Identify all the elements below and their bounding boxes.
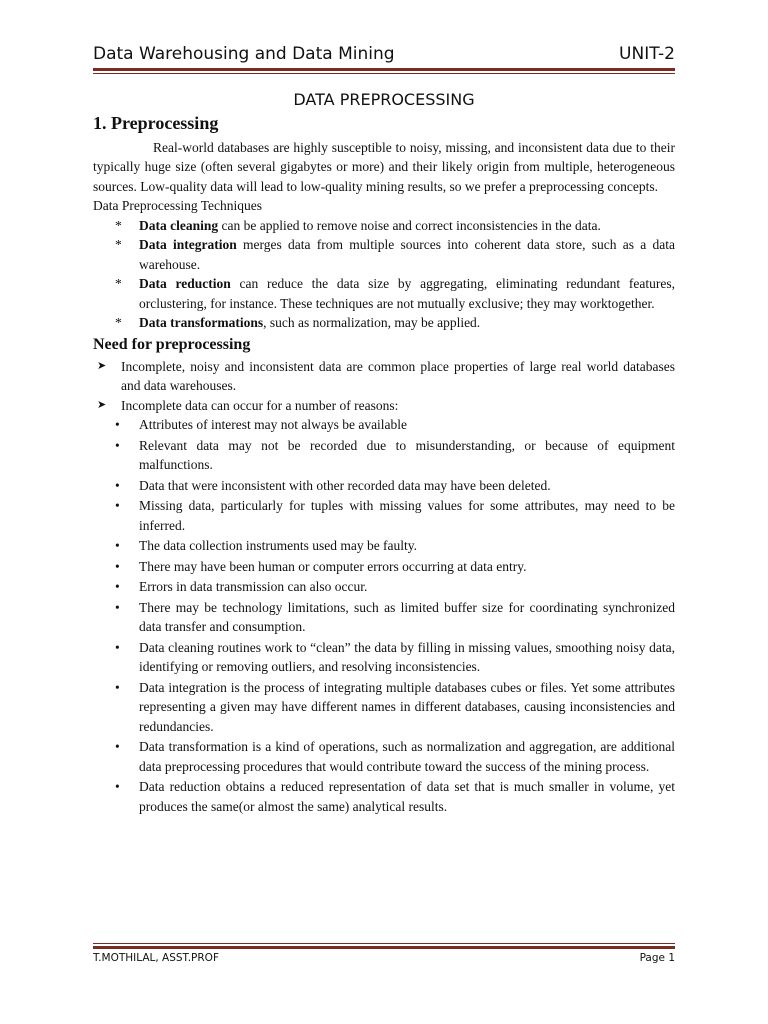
header-divider (93, 68, 675, 71)
bullet-icon: • (115, 679, 120, 695)
list-item (115, 274, 675, 313)
bullet-icon: • (115, 417, 120, 432)
technique-description: can be applied to remove noise and correct inconsistencies in the data. (218, 217, 601, 233)
technique-term: Data transformations (139, 315, 264, 330)
arrow-bullet-icon: ➤ (97, 398, 107, 411)
list-item (115, 235, 675, 274)
list-item (115, 313, 675, 333)
asterisk-marker: * (115, 237, 122, 252)
list-item-text: Data cleaning routines work to “clean” the data by filling in missing values, smoothing noisy data, identifying or removing outliers, and resolving inconsistencies. (139, 639, 675, 674)
page-body (93, 86, 675, 817)
list-item (115, 436, 675, 475)
list-item (115, 557, 675, 577)
page-header (93, 44, 675, 68)
technique-description: , such as normalization, may be applied. (263, 315, 481, 330)
list-item (115, 577, 675, 597)
techniques-label: Data Preprocessing Techniques (93, 198, 263, 213)
arrow-bullet-icon: ➤ (97, 359, 107, 372)
list-item-text: Data that were inconsistent with other recorded data may have been deleted. (139, 477, 551, 493)
list-item (115, 737, 675, 776)
technique-term: Data integration (139, 237, 237, 252)
bullet-icon: • (115, 498, 120, 513)
section-heading-preprocessing: 1. Preprocessing (93, 112, 219, 133)
list-item (115, 536, 675, 556)
list-item-text: Incomplete data can occur for a number of reasons: (121, 397, 399, 413)
bullet-icon: • (115, 779, 120, 794)
asterisk-marker: * (115, 315, 122, 330)
techniques-list (115, 216, 675, 333)
bullet-icon: • (115, 477, 120, 493)
bullet-icon: • (115, 739, 120, 754)
technique-description: can reduce the data size by aggregating, eliminating redundant features, orclustering, for instance. These techniques are not mutually exclusive; they may worktogether. (139, 276, 675, 311)
reasons-arrow-list (97, 357, 675, 416)
header-divider-thin (93, 73, 675, 74)
asterisk-marker: * (115, 217, 122, 233)
list-item (115, 415, 675, 435)
list-item (115, 216, 675, 236)
bullet-icon: • (115, 579, 120, 594)
list-item (97, 357, 675, 396)
list-item-text: Missing data, particularly for tuples with missing values for some attributes, may need to be inferred. (139, 498, 675, 533)
list-item (115, 638, 675, 677)
list-item-text: Data reduction obtains a reduced representation of data set that is much smaller in volume, yet produces the same(or almost the same) analytical results. (139, 779, 675, 814)
header-unit: UNIT-2 (619, 44, 675, 64)
technique-term: Data reduction (139, 276, 231, 291)
bullet-icon: • (115, 639, 120, 655)
reasons-bullet-list (115, 415, 675, 816)
list-item (97, 396, 675, 416)
bullet-icon: • (115, 538, 120, 553)
list-item-text: Data transformation is a kind of operations, such as normalization and aggregation, are additional data preprocessing procedures that would contribute toward the success of the mining process. (139, 739, 675, 774)
list-item-text: Errors in data transmission can also occur. (139, 579, 368, 594)
technique-description: merges data from multiple sources into coherent data store, such as a data warehouse. (139, 237, 675, 272)
list-item-text: The data collection instruments used may be faulty. (139, 538, 418, 553)
intro-paragraph: Real-world databases are highly susceptible to noisy, missing, and inconsistent data due to their typically huge size (often several gigabytes or more) and their likely origin from multiple, heterogeneous sources. Low-quality data will lead to low-quality mining results, so we prefer a preprocessing concepts. (93, 139, 675, 194)
list-item (115, 496, 675, 535)
list-item-text: There may be technology limitations, such as limited buffer size for coordinating synchronized data transfer and consumption. (139, 599, 675, 634)
footer-author: T.MOTHILAL, ASST.PROF (93, 952, 219, 964)
list-item-text: Relevant data may not be recorded due to misunderstanding, or because of equipment malfunctions. (139, 437, 675, 472)
list-item (115, 476, 675, 496)
footer-divider (93, 946, 675, 949)
list-item (115, 777, 675, 816)
list-item-text: Incomplete, noisy and inconsistent data are common place properties of large real world databases and data warehouses. (121, 358, 675, 393)
section-heading-need: Need for preprocessing (93, 335, 251, 353)
list-item-text: There may have been human or computer errors occurring at data entry. (139, 558, 527, 574)
bullet-icon: • (115, 558, 120, 574)
list-item-text: Data integration is the process of integrating multiple databases cubes or files. Yet some attributes representing a given may have different names in different databases, causing inconsistencies and redundancies. (139, 679, 675, 734)
technique-term: Data cleaning (139, 217, 219, 233)
footer-divider-thin (93, 943, 675, 944)
bullet-icon: • (115, 599, 120, 615)
list-item (115, 678, 675, 737)
asterisk-marker: * (115, 276, 122, 291)
list-item (115, 598, 675, 637)
footer-page-number: Page 1 (639, 952, 675, 964)
list-item-text: Attributes of interest may not always be available (139, 417, 408, 432)
header-course-title: Data Warehousing and Data Mining (93, 44, 395, 64)
bullet-icon: • (115, 437, 120, 453)
page-title: DATA PREPROCESSING (293, 90, 475, 109)
